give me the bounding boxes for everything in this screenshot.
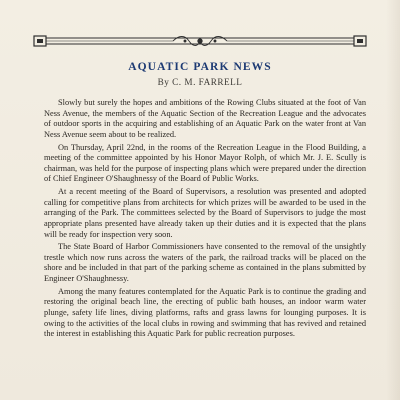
page-edge-shadow: [386, 0, 400, 400]
paragraph: At a recent meeting of the Board of Supervisors, a resolution was presented and adopted calling for competitive plans from architects for which prizes will be awarded to be used in the arranging of the Park. The committees selected by the Board of Supervisors to judge the most appropriate plans presented have already taken up their duties and it is expected that the plans will be ready for inspection very soon.: [44, 187, 366, 239]
paragraph: On Thursday, April 22nd, in the rooms of the Recreation League in the Flood Building, a meeting of the committee appointed by his Honor Mayor Rolph, of which Mr. J. E. Scully is chairman, was held for the purpose of inspecting plans which were prepared under the direction of Chief Engineer O'Shaughnessy of the Board of Public Works.: [44, 142, 366, 184]
article-body: [44, 98, 366, 342]
decorative-border-rule: [33, 34, 367, 48]
paragraph: The State Board of Harbor Commissioners have consented to the removal of the unsightly trestle which now runs across the waters of the park, the railroad tracks will be placed on the shore and be included in that part of the parking scheme as contained in the plans submitted by Engineer O'Shaughnessy.: [44, 242, 366, 284]
paragraph: Slowly but surely the hopes and ambitions of the Rowing Clubs situated at the foot of Van Ness Avenue, the members of the Aquatic Section of the Recreation League and the advocates of outdoor sports in the acquiring and establishing of an Aquatic Park on the water front at Van Ness Avenue seem about to be realized.: [44, 98, 366, 139]
article-byline: By C. M. FARRELL: [157, 77, 243, 87]
paragraph: Among the many features contemplated for the Aquatic Park is to continue the grading and restoring the original beach line, the erecting of public bath houses, an indoor warm water plunge, safety life lines, diving platforms, rafts and grass lawns for lounging purposes. It is owing to the activities of the local clubs in rowing and swimming that has revived and retained the interest in establishing this Aquatic Park for public recreation purposes.: [44, 286, 366, 339]
article-title: AQUATIC PARK NEWS: [128, 61, 272, 73]
